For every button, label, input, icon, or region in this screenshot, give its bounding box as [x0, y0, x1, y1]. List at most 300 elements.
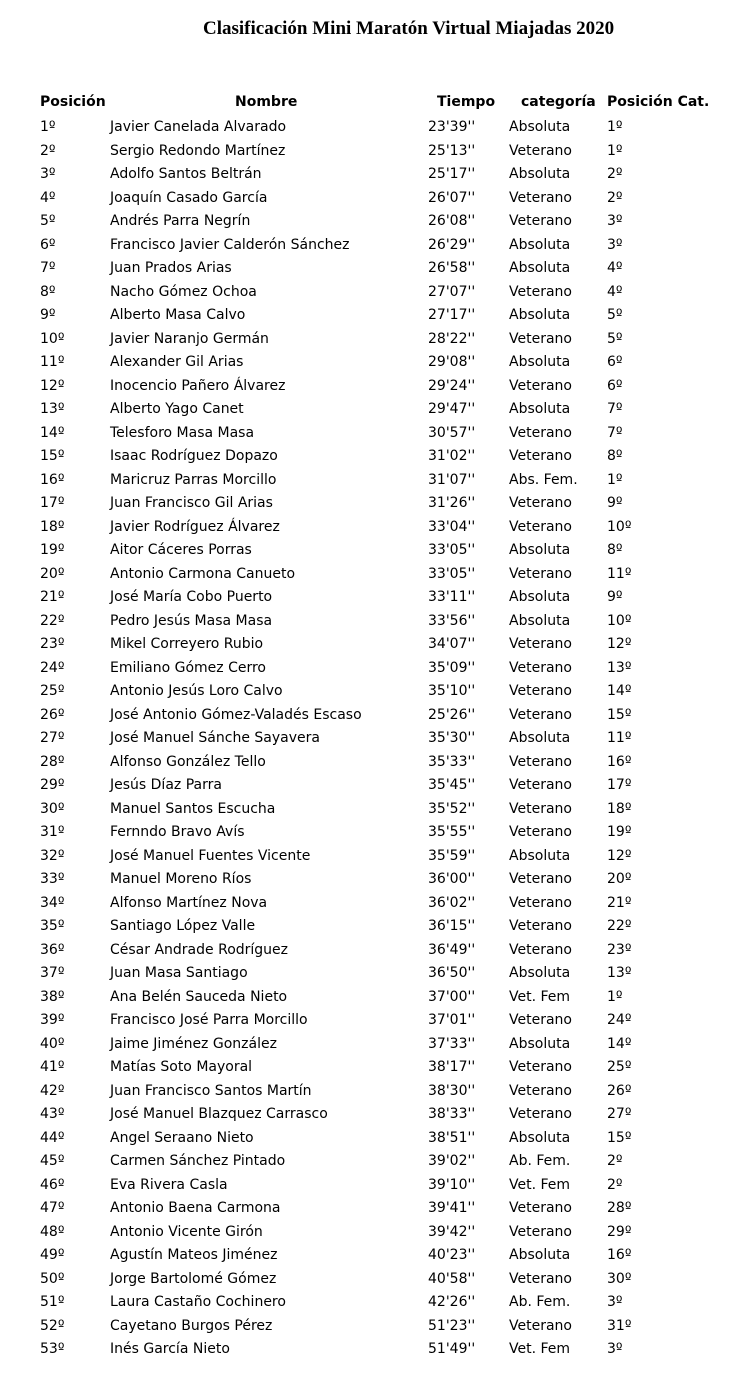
- header-category-position: Posición Cat.: [607, 94, 710, 110]
- cell-name: Antonio Carmona Canueto: [110, 565, 296, 582]
- cell-time: 23'39'': [428, 119, 476, 135]
- cell-position: 44º: [40, 1129, 65, 1146]
- table-row: [0, 1174, 751, 1198]
- table-row: [0, 939, 751, 963]
- cell-category: Vet. Fem: [509, 1176, 571, 1193]
- cell-time: 25'13'': [428, 142, 476, 159]
- cell-name: Cayetano Burgos Pérez: [110, 1317, 273, 1334]
- cell-position: 35º: [40, 918, 65, 934]
- cell-time: 34'07'': [428, 636, 476, 652]
- cell-category-position: 4º: [607, 260, 623, 276]
- table-row: [0, 1150, 751, 1174]
- cell-position: 26º: [40, 706, 65, 723]
- cell-category-position: 21º: [607, 894, 632, 911]
- table-row: [0, 680, 751, 704]
- cell-time: 29'08'': [428, 354, 476, 370]
- cell-name: Juan Prados Arias: [110, 260, 232, 276]
- cell-category-position: 6º: [607, 377, 623, 394]
- cell-position: 14º: [40, 424, 65, 441]
- cell-category-position: 7º: [607, 424, 623, 441]
- cell-position: 2º: [40, 142, 56, 159]
- cell-name: Carmen Sánchez Pintado: [110, 1153, 286, 1169]
- cell-category-position: 3º: [607, 1294, 623, 1310]
- cell-category: Veterano: [509, 142, 572, 159]
- cell-name: Antonio Jesús Loro Calvo: [110, 683, 283, 699]
- cell-name: Juan Francisco Gil Arias: [110, 495, 273, 511]
- cell-name: Alberto Masa Calvo: [110, 307, 246, 323]
- cell-time: 33'05'': [428, 542, 476, 558]
- table-row: [0, 1056, 751, 1080]
- cell-position: 10º: [40, 330, 65, 347]
- cell-category: Veterano: [509, 871, 572, 887]
- cell-time: 35'55'': [428, 824, 476, 840]
- table-row: [0, 892, 751, 916]
- cell-name: Alberto Yago Canet: [110, 401, 244, 417]
- cell-name: Mikel Correyero Rubio: [110, 636, 264, 652]
- cell-category-position: 1º: [607, 471, 623, 488]
- cell-name: José Manuel Fuentes Vicente: [110, 847, 311, 864]
- cell-category: Ab. Fem.: [509, 1294, 571, 1310]
- cell-category: Veterano: [509, 824, 572, 840]
- cell-name: Francisco Javier Calderón Sánchez: [110, 236, 350, 253]
- cell-time: 39'42'': [428, 1223, 476, 1240]
- cell-position: 11º: [40, 354, 65, 370]
- table-row: [0, 492, 751, 516]
- cell-category: Abs. Fem.: [509, 471, 578, 488]
- table-row: [0, 751, 751, 775]
- cell-position: 17º: [40, 495, 65, 511]
- cell-position: 47º: [40, 1200, 65, 1216]
- cell-position: 45º: [40, 1153, 65, 1169]
- cell-time: 35'10'': [428, 683, 476, 699]
- table-row: [0, 610, 751, 634]
- cell-category-position: 1º: [607, 119, 623, 135]
- cell-category-position: 12º: [607, 847, 632, 864]
- cell-name: Sergio Redondo Martínez: [110, 142, 286, 159]
- cell-category-position: 13º: [607, 965, 632, 981]
- cell-name: Aitor Cáceres Porras: [110, 542, 252, 558]
- cell-position: 16º: [40, 471, 65, 488]
- cell-time: 39'02'': [428, 1153, 476, 1169]
- cell-time: 35'33'': [428, 753, 476, 770]
- cell-category: Absoluta: [509, 589, 571, 605]
- cell-position: 3º: [40, 166, 56, 182]
- cell-category: Veterano: [509, 1317, 572, 1334]
- cell-time: 36'00'': [428, 871, 476, 887]
- cell-time: 26'58'': [428, 260, 476, 276]
- table-row: [0, 187, 751, 211]
- cell-name: Antonio Vicente Girón: [110, 1223, 263, 1240]
- table-row: [0, 704, 751, 728]
- table-row: [0, 633, 751, 657]
- header-category: categoría: [521, 94, 596, 110]
- cell-name: Adolfo Santos Beltrán: [110, 166, 262, 182]
- table-row: [0, 1103, 751, 1127]
- cell-name: José Manuel Blazquez Carrasco: [110, 1106, 328, 1122]
- cell-category-position: 17º: [607, 777, 632, 793]
- cell-time: 51'49'': [428, 1341, 476, 1357]
- cell-position: 15º: [40, 448, 65, 464]
- cell-name: Manuel Moreno Ríos: [110, 871, 252, 887]
- table-row: [0, 1268, 751, 1292]
- cell-category-position: 20º: [607, 871, 632, 887]
- cell-time: 27'07'': [428, 283, 476, 300]
- cell-category-position: 9º: [607, 495, 623, 511]
- cell-name: Inocencio Pañero Álvarez: [110, 377, 286, 394]
- cell-category-position: 8º: [607, 448, 623, 464]
- cell-name: Javier Canelada Alvarado: [110, 119, 287, 135]
- cell-time: 25'26'': [428, 706, 476, 723]
- cell-name: Maricruz Parras Morcillo: [110, 471, 277, 488]
- cell-time: 37'33'': [428, 1035, 476, 1052]
- cell-position: 4º: [40, 189, 56, 206]
- cell-category-position: 13º: [607, 659, 632, 676]
- table-row: [0, 563, 751, 587]
- cell-category: Veterano: [509, 213, 572, 229]
- cell-time: 38'51'': [428, 1129, 476, 1146]
- results-table: [0, 116, 751, 1362]
- cell-time: 26'08'': [428, 213, 476, 229]
- cell-category-position: 2º: [607, 1176, 623, 1193]
- cell-time: 26'07'': [428, 189, 476, 206]
- table-row: [0, 163, 751, 187]
- cell-category: Ab. Fem.: [509, 1153, 571, 1169]
- cell-category-position: 28º: [607, 1200, 632, 1216]
- cell-category: Veterano: [509, 448, 572, 464]
- cell-category: Absoluta: [509, 612, 571, 629]
- cell-time: 29'24'': [428, 377, 476, 394]
- table-row: [0, 116, 751, 140]
- cell-position: 24º: [40, 659, 65, 676]
- cell-name: Javier Rodríguez Álvarez: [110, 518, 280, 535]
- cell-position: 33º: [40, 871, 65, 887]
- cell-time: 28'22'': [428, 330, 476, 347]
- cell-category: Absoluta: [509, 1247, 571, 1263]
- cell-category: Veterano: [509, 1082, 572, 1099]
- table-row: [0, 445, 751, 469]
- table-header: [0, 92, 751, 116]
- cell-name: Jesús Díaz Parra: [110, 777, 222, 793]
- table-row: [0, 962, 751, 986]
- cell-position: 51º: [40, 1294, 65, 1310]
- cell-category: Veterano: [509, 636, 572, 652]
- cell-position: 53º: [40, 1341, 65, 1357]
- table-row: [0, 868, 751, 892]
- table-row: [0, 398, 751, 422]
- cell-name: Telesforo Masa Masa: [110, 424, 255, 441]
- cell-category-position: 3º: [607, 236, 623, 253]
- cell-category: Absoluta: [509, 730, 571, 746]
- cell-name: Inés García Nieto: [110, 1341, 230, 1357]
- cell-name: Juan Masa Santiago: [110, 965, 248, 981]
- cell-time: 35'52'': [428, 800, 476, 817]
- page-title: Clasificación Mini Maratón Virtual Miajadas 2020: [203, 18, 615, 39]
- cell-time: 25'17'': [428, 166, 476, 182]
- cell-category-position: 8º: [607, 542, 623, 558]
- cell-time: 38'17'': [428, 1059, 476, 1075]
- cell-position: 19º: [40, 542, 65, 558]
- cell-time: 31'02'': [428, 448, 476, 464]
- cell-category-position: 2º: [607, 166, 623, 182]
- table-row: [0, 1080, 751, 1104]
- cell-name: Fernndo Bravo Avís: [110, 824, 245, 840]
- cell-time: 37'01'': [428, 1012, 476, 1028]
- cell-category: Veterano: [509, 283, 572, 300]
- cell-category-position: 1º: [607, 142, 623, 159]
- cell-category: Veterano: [509, 800, 572, 817]
- cell-time: 35'59'': [428, 847, 476, 864]
- cell-time: 39'41'': [428, 1200, 476, 1216]
- cell-time: 38'30'': [428, 1082, 476, 1099]
- table-row: [0, 986, 751, 1010]
- cell-position: 36º: [40, 941, 65, 958]
- cell-category-position: 15º: [607, 1129, 632, 1146]
- cell-name: Jorge Bartolomé Gómez: [110, 1270, 277, 1287]
- cell-category-position: 4º: [607, 283, 623, 300]
- cell-time: 36'02'': [428, 894, 476, 911]
- cell-category: Veterano: [509, 1223, 572, 1240]
- cell-category: Veterano: [509, 424, 572, 441]
- table-row: [0, 1315, 751, 1339]
- cell-category: Veterano: [509, 495, 572, 511]
- cell-category: Veterano: [509, 1106, 572, 1122]
- cell-position: 18º: [40, 518, 65, 535]
- cell-name: José Antonio Gómez-Valadés Escaso: [110, 706, 362, 723]
- cell-position: 31º: [40, 824, 65, 840]
- cell-category-position: 24º: [607, 1012, 632, 1028]
- cell-category-position: 5º: [607, 307, 623, 323]
- cell-name: Nacho Gómez Ochoa: [110, 283, 257, 300]
- table-row: [0, 1127, 751, 1151]
- table-row: [0, 234, 751, 258]
- cell-category: Veterano: [509, 753, 572, 770]
- cell-name: Antonio Baena Carmona: [110, 1200, 281, 1216]
- cell-category: Absoluta: [509, 542, 571, 558]
- cell-name: Agustín Mateos Jiménez: [110, 1247, 278, 1263]
- cell-category: Veterano: [509, 189, 572, 206]
- cell-category-position: 7º: [607, 401, 623, 417]
- cell-time: 40'58'': [428, 1270, 476, 1287]
- table-row: [0, 257, 751, 281]
- cell-position: 40º: [40, 1035, 65, 1052]
- cell-category: Veterano: [509, 1270, 572, 1287]
- table-row: [0, 140, 751, 164]
- cell-position: 8º: [40, 283, 56, 300]
- cell-category-position: 18º: [607, 800, 632, 817]
- cell-position: 48º: [40, 1223, 65, 1240]
- cell-category-position: 9º: [607, 589, 623, 605]
- cell-category: Absoluta: [509, 1035, 571, 1052]
- cell-category-position: 11º: [607, 565, 632, 582]
- cell-name: Jaime Jiménez González: [110, 1035, 277, 1052]
- table-row: [0, 727, 751, 751]
- cell-time: 36'50'': [428, 965, 476, 981]
- cell-position: 1º: [40, 119, 56, 135]
- table-row: [0, 915, 751, 939]
- cell-category-position: 3º: [607, 213, 623, 229]
- cell-name: Pedro Jesús Masa Masa: [110, 612, 273, 629]
- cell-time: 35'30'': [428, 730, 476, 746]
- cell-position: 41º: [40, 1059, 65, 1075]
- cell-position: 37º: [40, 965, 65, 981]
- cell-category: Veterano: [509, 1012, 572, 1028]
- cell-name: Manuel Santos Escucha: [110, 800, 276, 817]
- cell-category-position: 10º: [607, 612, 632, 629]
- cell-position: 29º: [40, 777, 65, 793]
- cell-category-position: 15º: [607, 706, 632, 723]
- cell-position: 39º: [40, 1012, 65, 1028]
- cell-name: Ana Belén Sauceda Nieto: [110, 988, 288, 1005]
- cell-position: 38º: [40, 988, 65, 1005]
- cell-time: 35'09'': [428, 659, 476, 676]
- cell-category-position: 25º: [607, 1059, 632, 1075]
- table-row: [0, 539, 751, 563]
- cell-position: 52º: [40, 1317, 65, 1334]
- cell-name: Isaac Rodríguez Dopazo: [110, 448, 278, 464]
- cell-time: 35'45'': [428, 777, 476, 793]
- cell-position: 28º: [40, 753, 65, 770]
- cell-name: Matías Soto Mayoral: [110, 1059, 253, 1075]
- table-row: [0, 516, 751, 540]
- cell-name: Alfonso González Tello: [110, 753, 266, 770]
- cell-category: Absoluta: [509, 236, 571, 253]
- cell-position: 13º: [40, 401, 65, 417]
- table-row: [0, 304, 751, 328]
- cell-name: César Andrade Rodríguez: [110, 941, 289, 958]
- cell-category: Absoluta: [509, 307, 571, 323]
- table-row: [0, 1338, 751, 1362]
- cell-time: 30'57'': [428, 424, 476, 441]
- cell-category-position: 1º: [607, 988, 623, 1005]
- cell-position: 25º: [40, 683, 65, 699]
- table-row: [0, 351, 751, 375]
- cell-name: Javier Naranjo Germán: [110, 330, 269, 347]
- cell-name: Emiliano Gómez Cerro: [110, 659, 266, 676]
- cell-category: Vet. Fem: [509, 1341, 571, 1357]
- table-row: [0, 657, 751, 681]
- cell-time: 36'15'': [428, 918, 476, 934]
- cell-position: 42º: [40, 1082, 65, 1099]
- cell-time: 33'04'': [428, 518, 476, 535]
- cell-category-position: 19º: [607, 824, 632, 840]
- cell-category-position: 26º: [607, 1082, 632, 1099]
- cell-time: 40'23'': [428, 1247, 476, 1263]
- cell-name: Angel Seraano Nieto: [110, 1129, 254, 1146]
- cell-position: 7º: [40, 260, 56, 276]
- cell-time: 33'05'': [428, 565, 476, 582]
- cell-category-position: 16º: [607, 1247, 632, 1263]
- cell-position: 43º: [40, 1106, 65, 1122]
- cell-category: Veterano: [509, 918, 572, 934]
- cell-category: Absoluta: [509, 354, 571, 370]
- table-row: [0, 1221, 751, 1245]
- cell-category-position: 27º: [607, 1106, 632, 1122]
- cell-name: Andrés Parra Negrín: [110, 213, 251, 229]
- table-row: [0, 1291, 751, 1315]
- cell-position: 23º: [40, 636, 65, 652]
- header-position: Posición: [40, 94, 106, 110]
- cell-time: 36'49'': [428, 941, 476, 958]
- cell-position: 32º: [40, 847, 65, 864]
- cell-category: Absoluta: [509, 260, 571, 276]
- cell-time: 29'47'': [428, 401, 476, 417]
- cell-position: 21º: [40, 589, 65, 605]
- cell-category-position: 14º: [607, 1035, 632, 1052]
- cell-category: Veterano: [509, 683, 572, 699]
- cell-name: José Manuel Sánche Sayavera: [110, 730, 320, 746]
- cell-name: Juan Francisco Santos Martín: [110, 1082, 312, 1099]
- table-row: [0, 328, 751, 352]
- cell-category: Veterano: [509, 777, 572, 793]
- cell-category-position: 5º: [607, 330, 623, 347]
- cell-category: Veterano: [509, 1059, 572, 1075]
- cell-name: José María Cobo Puerto: [110, 589, 273, 605]
- cell-category-position: 16º: [607, 753, 632, 770]
- table-row: [0, 798, 751, 822]
- cell-category: Veterano: [509, 565, 572, 582]
- cell-name: Alfonso Martínez Nova: [110, 894, 268, 911]
- table-row: [0, 210, 751, 234]
- cell-time: 31'07'': [428, 471, 476, 488]
- cell-category: Veterano: [509, 894, 572, 911]
- cell-time: 26'29'': [428, 236, 476, 253]
- cell-time: 38'33'': [428, 1106, 476, 1122]
- cell-time: 39'10'': [428, 1176, 476, 1193]
- cell-name: Laura Castaño Cochinero: [110, 1294, 286, 1310]
- cell-time: 37'00'': [428, 988, 476, 1005]
- cell-category: Absoluta: [509, 401, 571, 417]
- cell-position: 5º: [40, 213, 56, 229]
- cell-category-position: 29º: [607, 1223, 632, 1240]
- cell-category-position: 6º: [607, 354, 623, 370]
- cell-category: Veterano: [509, 941, 572, 958]
- cell-position: 30º: [40, 800, 65, 817]
- cell-category: Absoluta: [509, 166, 571, 182]
- table-row: [0, 1033, 751, 1057]
- cell-time: 27'17'': [428, 307, 476, 323]
- cell-category-position: 12º: [607, 636, 632, 652]
- cell-category: Veterano: [509, 706, 572, 723]
- cell-position: 9º: [40, 307, 56, 323]
- cell-category: Veterano: [509, 518, 572, 535]
- cell-position: 27º: [40, 730, 65, 746]
- table-row: [0, 469, 751, 493]
- cell-category: Veterano: [509, 330, 572, 347]
- cell-position: 22º: [40, 612, 65, 629]
- table-row: [0, 422, 751, 446]
- cell-category-position: 30º: [607, 1270, 632, 1287]
- cell-category: Absoluta: [509, 847, 571, 864]
- cell-position: 50º: [40, 1270, 65, 1287]
- cell-category: Absoluta: [509, 965, 571, 981]
- table-row: [0, 821, 751, 845]
- cell-time: 31'26'': [428, 495, 476, 511]
- table-row: [0, 774, 751, 798]
- cell-time: 33'11'': [428, 589, 476, 605]
- table-row: [0, 375, 751, 399]
- table-row: [0, 1244, 751, 1268]
- table-row: [0, 281, 751, 305]
- table-row: [0, 1009, 751, 1033]
- cell-category-position: 31º: [607, 1317, 632, 1334]
- cell-time: 51'23'': [428, 1317, 476, 1334]
- cell-category-position: 3º: [607, 1341, 623, 1357]
- cell-category: Absoluta: [509, 1129, 571, 1146]
- cell-name: Eva Rivera Casla: [110, 1176, 228, 1193]
- cell-name: Alexander Gil Arias: [110, 354, 244, 370]
- cell-category-position: 2º: [607, 189, 623, 206]
- cell-category-position: 23º: [607, 941, 632, 958]
